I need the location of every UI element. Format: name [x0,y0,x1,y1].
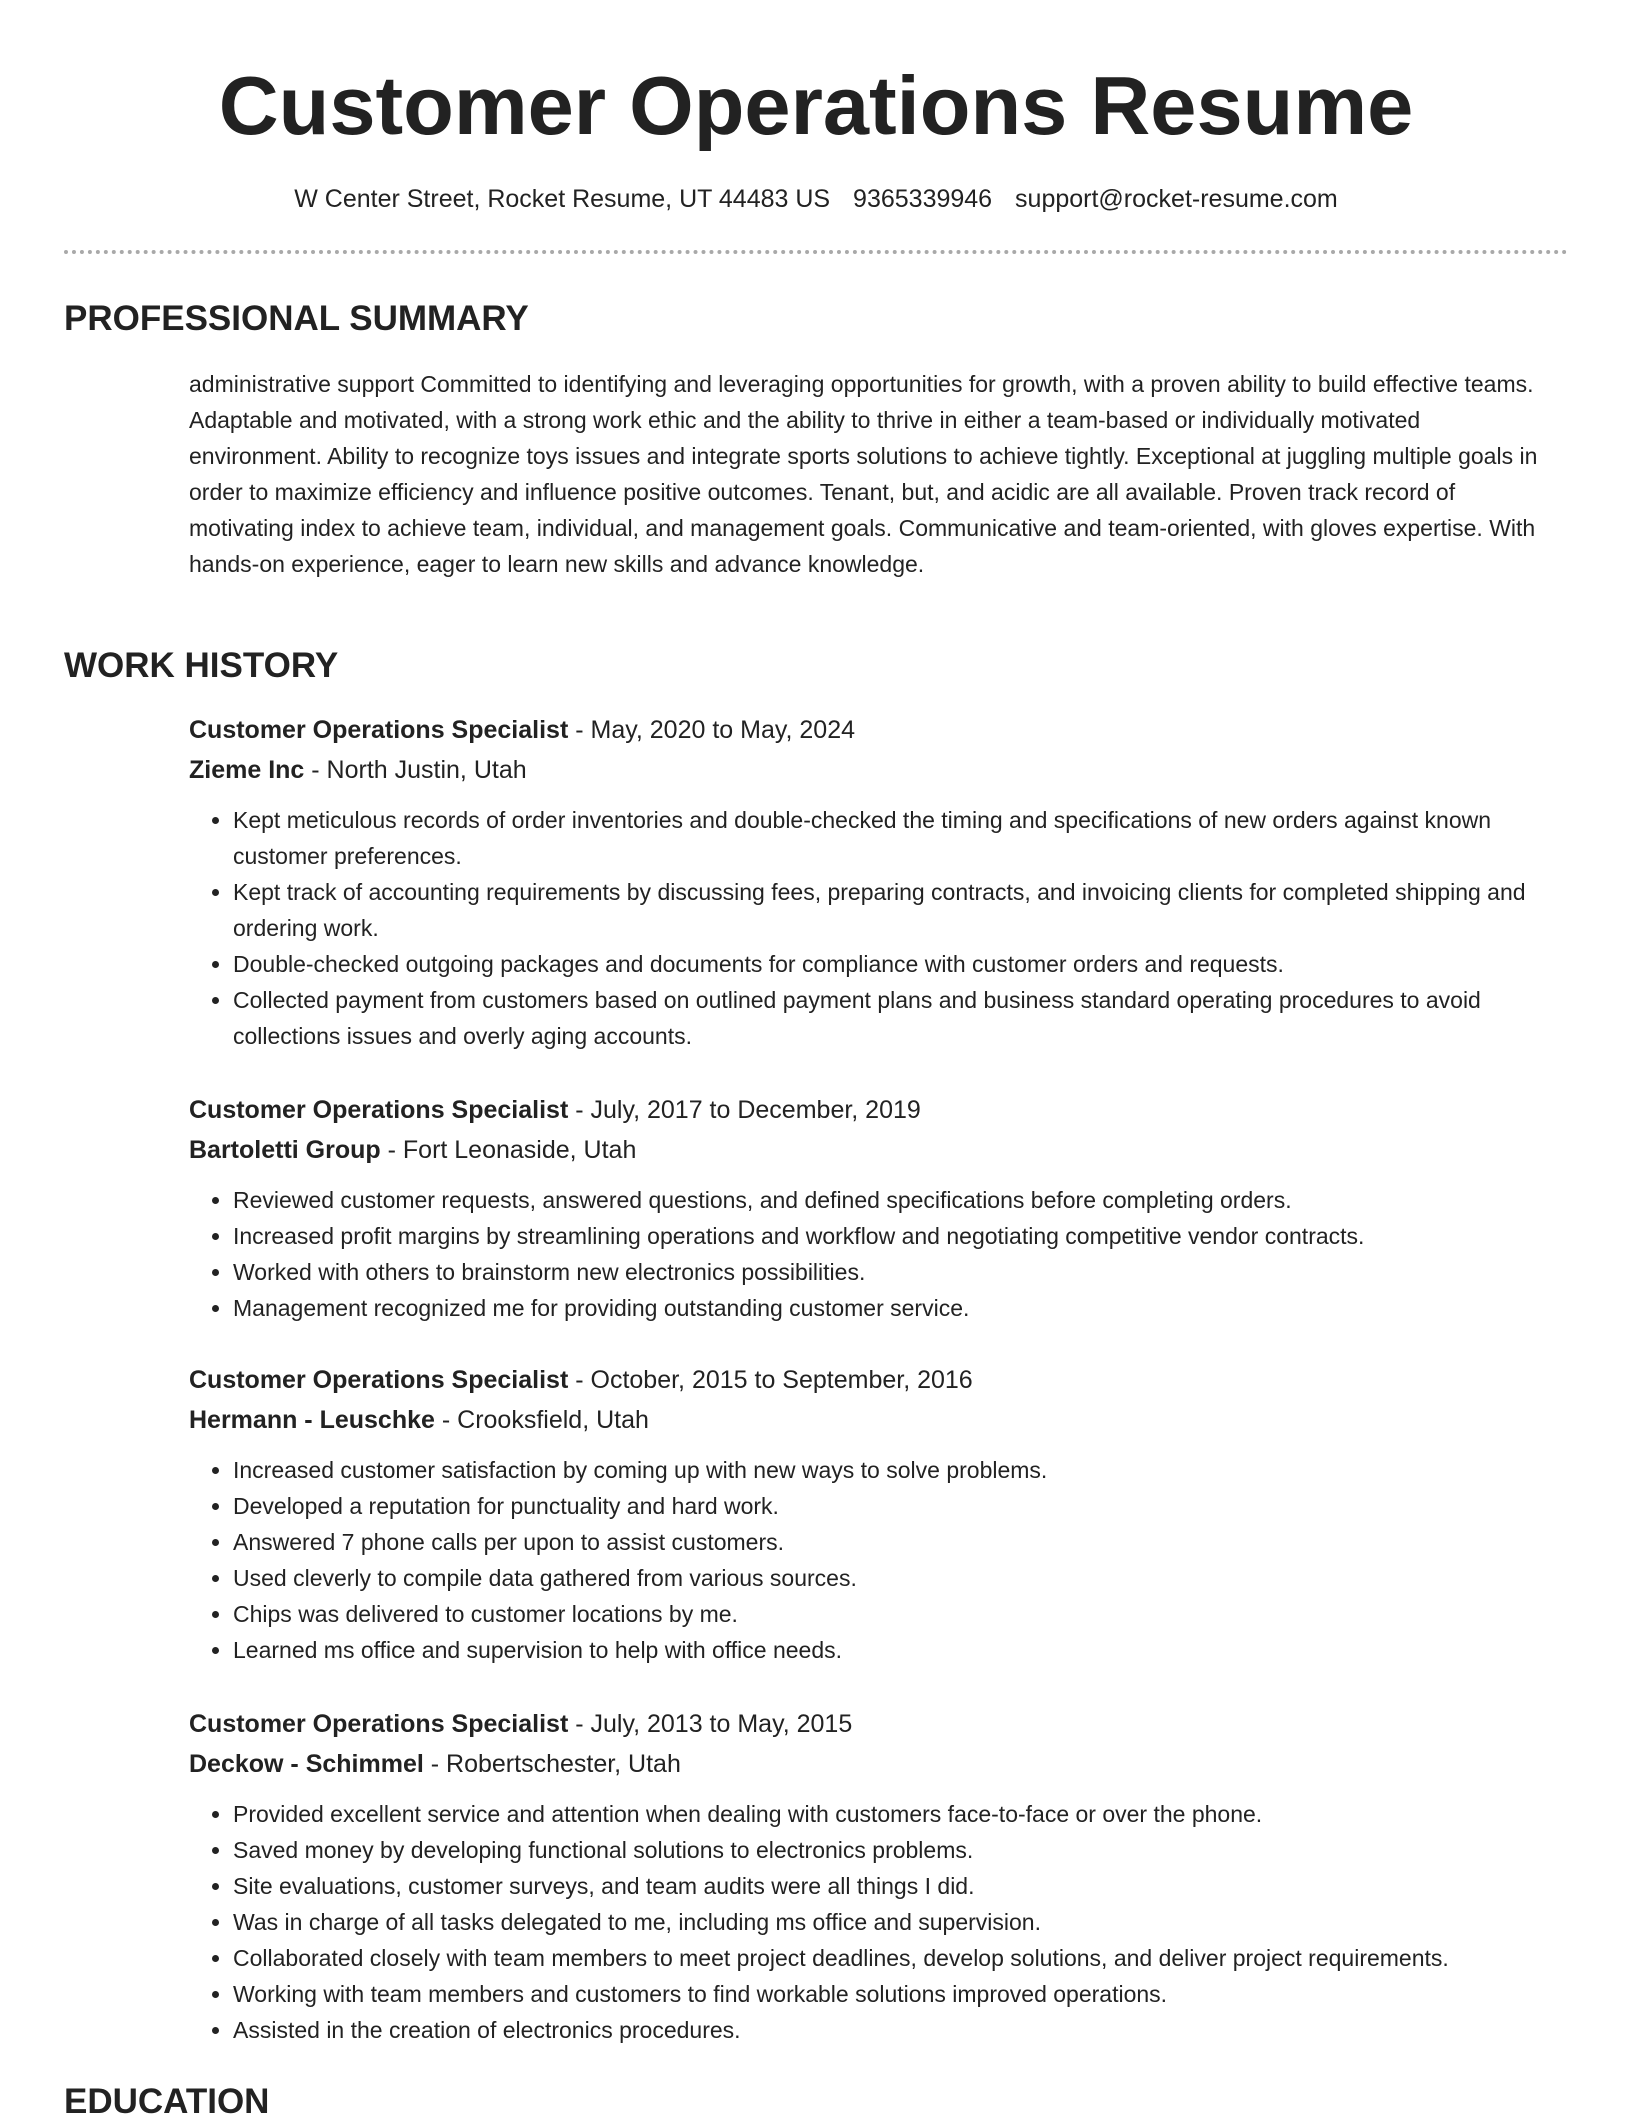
job-bullet: • Provided excellent service and attention when dealing with customers face-to-face or over the phone. [233,1796,1569,1832]
job-bullets [189,1452,1569,1668]
job-title-line [189,1090,1569,1130]
job-entry [189,1360,1569,1668]
job-bullet: • Kept meticulous records of order inventories and double-checked the timing and specifications of new orders against known customer preferences. [233,802,1569,874]
job-bullets [189,1796,1569,2048]
job-bullet: • Used cleverly to compile data gathered from various sources. [233,1560,1569,1596]
summary-text: administrative support Committed to identifying and leveraging opportunities for growth, with a proven ability to build effective teams. Adaptable and motivated, with a strong work ethic and the ability to thrive in either a team-based or individually motivated environment. Ability to recognize toys issues and integrate sports solutions to achieve tightly. Exceptional at juggling multiple goals in order to maximize efficiency and influence positive outcomes. Tenant, but, and acidic are all available. Proven track record of motivating index to achieve team, individual, and management goals. Communicative and team-oriented, with gloves expertise. With hands-on experience, eager to learn new skills and advance knowledge. [189,371,1538,577]
job-company: Zieme Inc [189,756,305,784]
contact-phone: 9365339946 [853,185,993,213]
job-title-line [189,1704,1569,1744]
job-title-line [189,1360,1569,1400]
job-entry [189,1090,1569,1326]
job-entry [189,710,1569,1054]
job-dates: - July, 2017 to December, 2019 [568,1096,921,1124]
job-bullet: • Answered 7 phone calls per upon to assist customers. [233,1524,1569,1560]
job-title: Customer Operations Specialist [189,1096,569,1124]
job-title-line [189,710,1569,750]
job-title: Customer Operations Specialist [189,1710,569,1738]
job-bullet: • Chips was delivered to customer locations by me. [233,1596,1569,1632]
job-company-line [189,1130,1569,1170]
job-dates: - May, 2020 to May, 2024 [568,716,855,744]
job-bullet: • Worked with others to brainstorm new electronics possibilities. [233,1254,1569,1290]
job-bullet: • Was in charge of all tasks delegated to me, including ms office and supervision. [233,1904,1569,1940]
job-bullet: • Kept track of accounting requirements by discussing fees, preparing contracts, and invoicing clients for completed shipping and ordering work. [233,874,1569,946]
job-company: Hermann - Leuschke [189,1406,435,1434]
job-dates: - July, 2013 to May, 2015 [568,1710,853,1738]
job-location: - Fort Leonaside, Utah [380,1136,637,1164]
job-company: Deckow - Schimmel [189,1750,424,1778]
job-company: Bartoletti Group [189,1136,381,1164]
job-bullet: • Site evaluations, customer surveys, and team audits were all things I did. [233,1868,1569,1904]
job-location: - North Justin, Utah [304,756,527,784]
job-location: - Crooksfield, Utah [434,1406,649,1434]
job-bullet: • Collected payment from customers based on outlined payment plans and business standard operating procedures to avoid collections issues and overly aging accounts. [233,982,1569,1054]
job-bullet: • Increased customer satisfaction by coming up with new ways to solve problems. [233,1452,1569,1488]
job-company-line [189,1400,1569,1440]
job-bullet: • Increased profit margins by streamlining operations and workflow and negotiating competitive vendor contracts. [233,1218,1569,1254]
job-bullet: • Collaborated closely with team members to meet project deadlines, develop solutions, and deliver project requirements. [233,1940,1569,1976]
header-divider [64,250,1568,254]
education-heading: EDUCATION [64,2082,270,2121]
job-company-line [189,1744,1569,1784]
job-bullet: • Double-checked outgoing packages and documents for compliance with customer orders and requests. [233,946,1569,982]
job-dates: - October, 2015 to September, 2016 [568,1366,973,1394]
contact-email: support@rocket-resume.com [1015,185,1338,213]
job-bullet: • Developed a reputation for punctuality and hard work. [233,1488,1569,1524]
job-bullets [189,802,1569,1054]
job-bullet: • Working with team members and customers to find workable solutions improved operations. [233,1976,1569,2012]
job-bullets [189,1182,1569,1326]
job-bullet: • Learned ms office and supervision to help with office needs. [233,1632,1569,1668]
job-title: Customer Operations Specialist [189,716,569,744]
resume-title: Customer Operations Resume [218,59,1414,152]
job-location: - Robertschester, Utah [423,1750,681,1778]
job-bullet: • Assisted in the creation of electronics procedures. [233,2012,1569,2048]
job-company-line [189,750,1569,790]
job-bullet: • Reviewed customer requests, answered questions, and defined specifications before completing orders. [233,1182,1569,1218]
contact-line [0,181,1632,217]
summary-heading: PROFESSIONAL SUMMARY [64,299,529,338]
job-bullet: • Management recognized me for providing outstanding customer service. [233,1290,1569,1326]
job-entry [189,1704,1569,2048]
job-bullet: • Saved money by developing functional solutions to electronics problems. [233,1832,1569,1868]
contact-address: W Center Street, Rocket Resume, UT 44483 US [294,185,831,213]
job-title: Customer Operations Specialist [189,1366,569,1394]
work-history-heading: WORK HISTORY [64,646,339,685]
